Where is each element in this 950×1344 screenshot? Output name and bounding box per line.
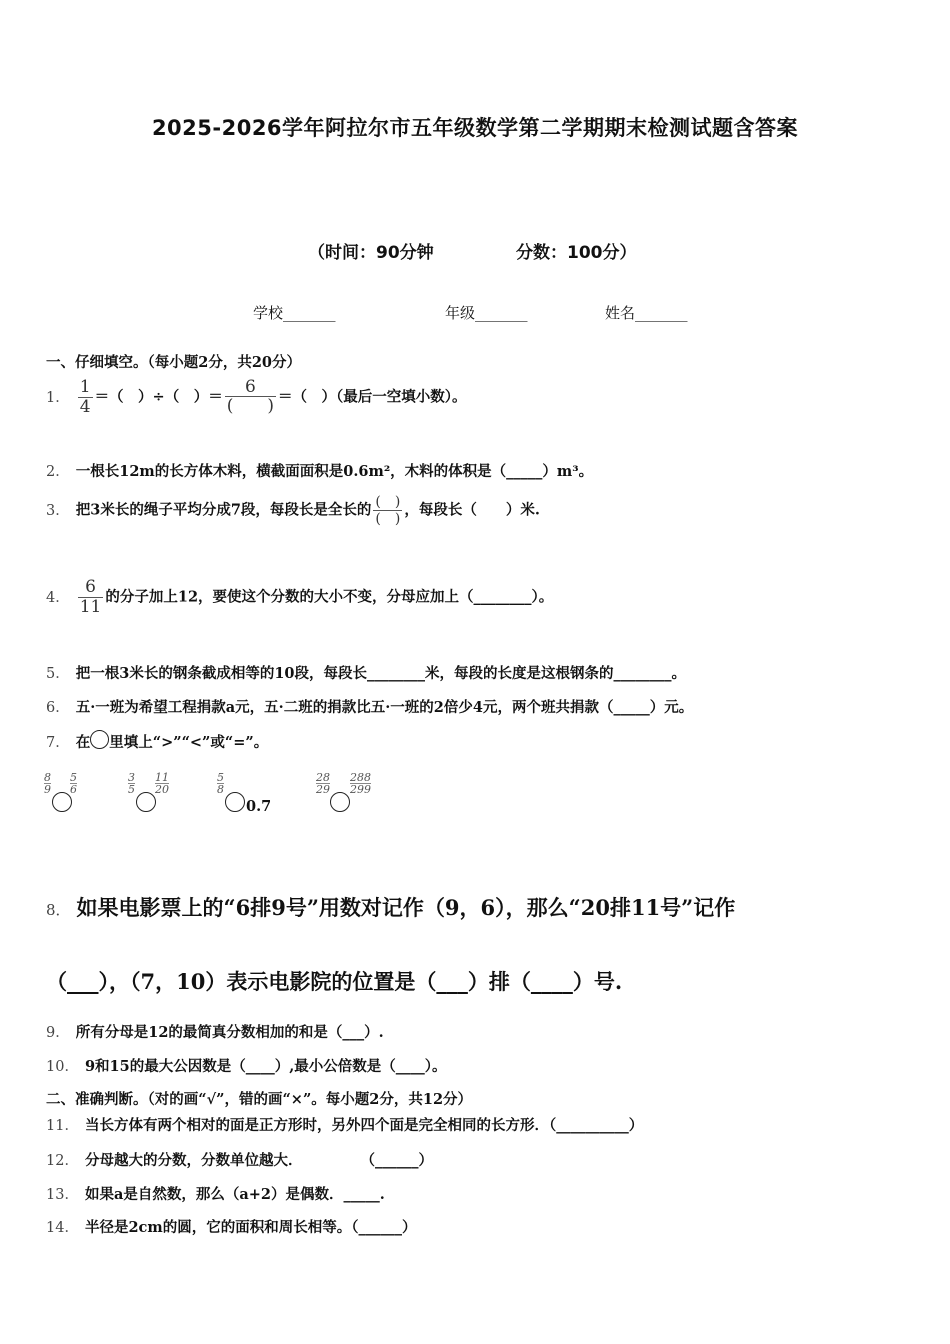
question-text: 如果电影票上的“6排9号”用数对记作（9，6），那么“20排11号”记作	[76, 895, 736, 920]
question-text: 分母越大的分数，分数单位越大． （______）	[84, 1152, 433, 1169]
question-number: 8．	[46, 901, 71, 919]
question-7: 7． 在 里填上“>”“<”或“=”。	[46, 730, 268, 752]
page-title: 2025-2026学年阿拉尔市五年级数学第二学期期末检测试题含答案	[151, 116, 799, 140]
question-number: 14．	[46, 1220, 79, 1236]
question-number: 9．	[46, 1025, 70, 1041]
question-10	[46, 1055, 447, 1076]
fraction-one-quarter: $\frac{1}{4}$	[79, 377, 91, 417]
compare-3-left-fraction: 5 8	[217, 771, 224, 796]
compare-3-circle	[225, 792, 245, 812]
question-text: 半径是2cm的圆，它的面积和周长相等。（______）	[84, 1219, 417, 1236]
question-number: 7．	[46, 735, 70, 751]
question-number: 3．	[46, 502, 70, 519]
compare-1-left-fraction: 8 9	[44, 771, 51, 796]
question-3	[46, 494, 540, 527]
fraction-six-elevenths: $\frac{6}{11}$	[79, 577, 102, 617]
question-text: 把3米长的绳子平均分成7段，每段长是全长的	[75, 501, 372, 519]
compare-4-right-fraction: 288 299	[350, 771, 371, 796]
question-number: 13．	[46, 1187, 79, 1203]
question-8-line-1	[46, 892, 735, 922]
name-field: 姓名_______	[605, 304, 688, 322]
circle-blank-icon	[90, 730, 109, 749]
question-11	[46, 1114, 643, 1135]
question-number: 2．	[46, 464, 70, 480]
question-number: 6．	[46, 700, 70, 716]
question-1	[46, 378, 466, 417]
question-text: 一根长12m的长方体木料，横截面面积是0.6m²，木料的体积是（_____）m³。	[75, 463, 594, 480]
question-13	[46, 1183, 385, 1204]
question-8-line-2: （___），（7，10）表示电影院的位置是（___）排（____）号.	[46, 969, 623, 994]
question-text: ＝（ ）（最后一空填小数）。	[277, 388, 467, 406]
question-9	[46, 1021, 384, 1042]
compare-3-decimal: 0.7	[246, 798, 272, 815]
question-number: 5．	[46, 666, 70, 682]
fraction-six-over-blank: $\frac{6}{( )}$	[226, 377, 274, 416]
question-4	[46, 578, 553, 617]
compare-4-left-fraction: 28 29	[316, 771, 330, 796]
compare-2-circle	[136, 792, 156, 812]
question-12	[46, 1149, 433, 1170]
question-text: 的分子加上12，要使这个分数的大小不变，分母应加上（________）。	[105, 588, 554, 606]
question-6	[46, 696, 693, 717]
question-text: 9和15的最大公因数是（____）,最小公倍数是（____）。	[84, 1058, 447, 1075]
school-field: 学校_______	[253, 304, 336, 322]
question-text: 所有分母是12的最简真分数相加的和是（___）.	[75, 1024, 384, 1041]
compare-4-circle	[330, 792, 350, 812]
question-14	[46, 1216, 416, 1237]
compare-2-left-fraction: 3 5	[128, 771, 135, 796]
question-number: 11．	[46, 1118, 79, 1134]
question-number: 1．	[46, 389, 70, 406]
grade-field: 年级_______	[445, 304, 528, 322]
fraction-blank-over-blank: $\frac{( )}{( )}$	[375, 494, 401, 527]
section-1-heading: 一、仔细填空。（每小题2分，共20分）	[46, 354, 302, 371]
question-text: 如果a是自然数，那么（a+2）是偶数．_____.	[84, 1186, 385, 1203]
compare-1-right-fraction: 5 6	[70, 771, 77, 796]
compare-1-circle	[52, 792, 72, 812]
question-5	[46, 662, 686, 683]
question-number: 12．	[46, 1153, 79, 1169]
question-number: 4．	[46, 589, 70, 606]
question-2	[46, 460, 593, 481]
question-text: ，每段长（ ）米.	[404, 501, 540, 519]
section-2-heading: 二、准确判断。（对的画“√”，错的画“×”。每小题2分，共12分）	[46, 1091, 473, 1108]
question-text: ＝（ ）÷（ ）＝	[94, 388, 223, 406]
question-text: 当长方体有两个相对的面是正方形时，另外四个面是完全相同的长方形．（__________）	[84, 1117, 644, 1134]
exam-score: 分数：100分）	[516, 243, 637, 263]
question-text: 五·一班为希望工程捐款a元，五·二班的捐款比五·一班的2倍少4元，两个班共捐款（_____）元。	[75, 699, 694, 716]
question-text: 把一根3米长的钢条截成相等的10段，每段长________米，每段的长度是这根钢条的________。	[75, 665, 686, 682]
exam-time: （时间：90分钟	[308, 243, 434, 263]
compare-2-right-fraction: 11 20	[155, 771, 169, 796]
question-number: 10．	[46, 1059, 79, 1075]
